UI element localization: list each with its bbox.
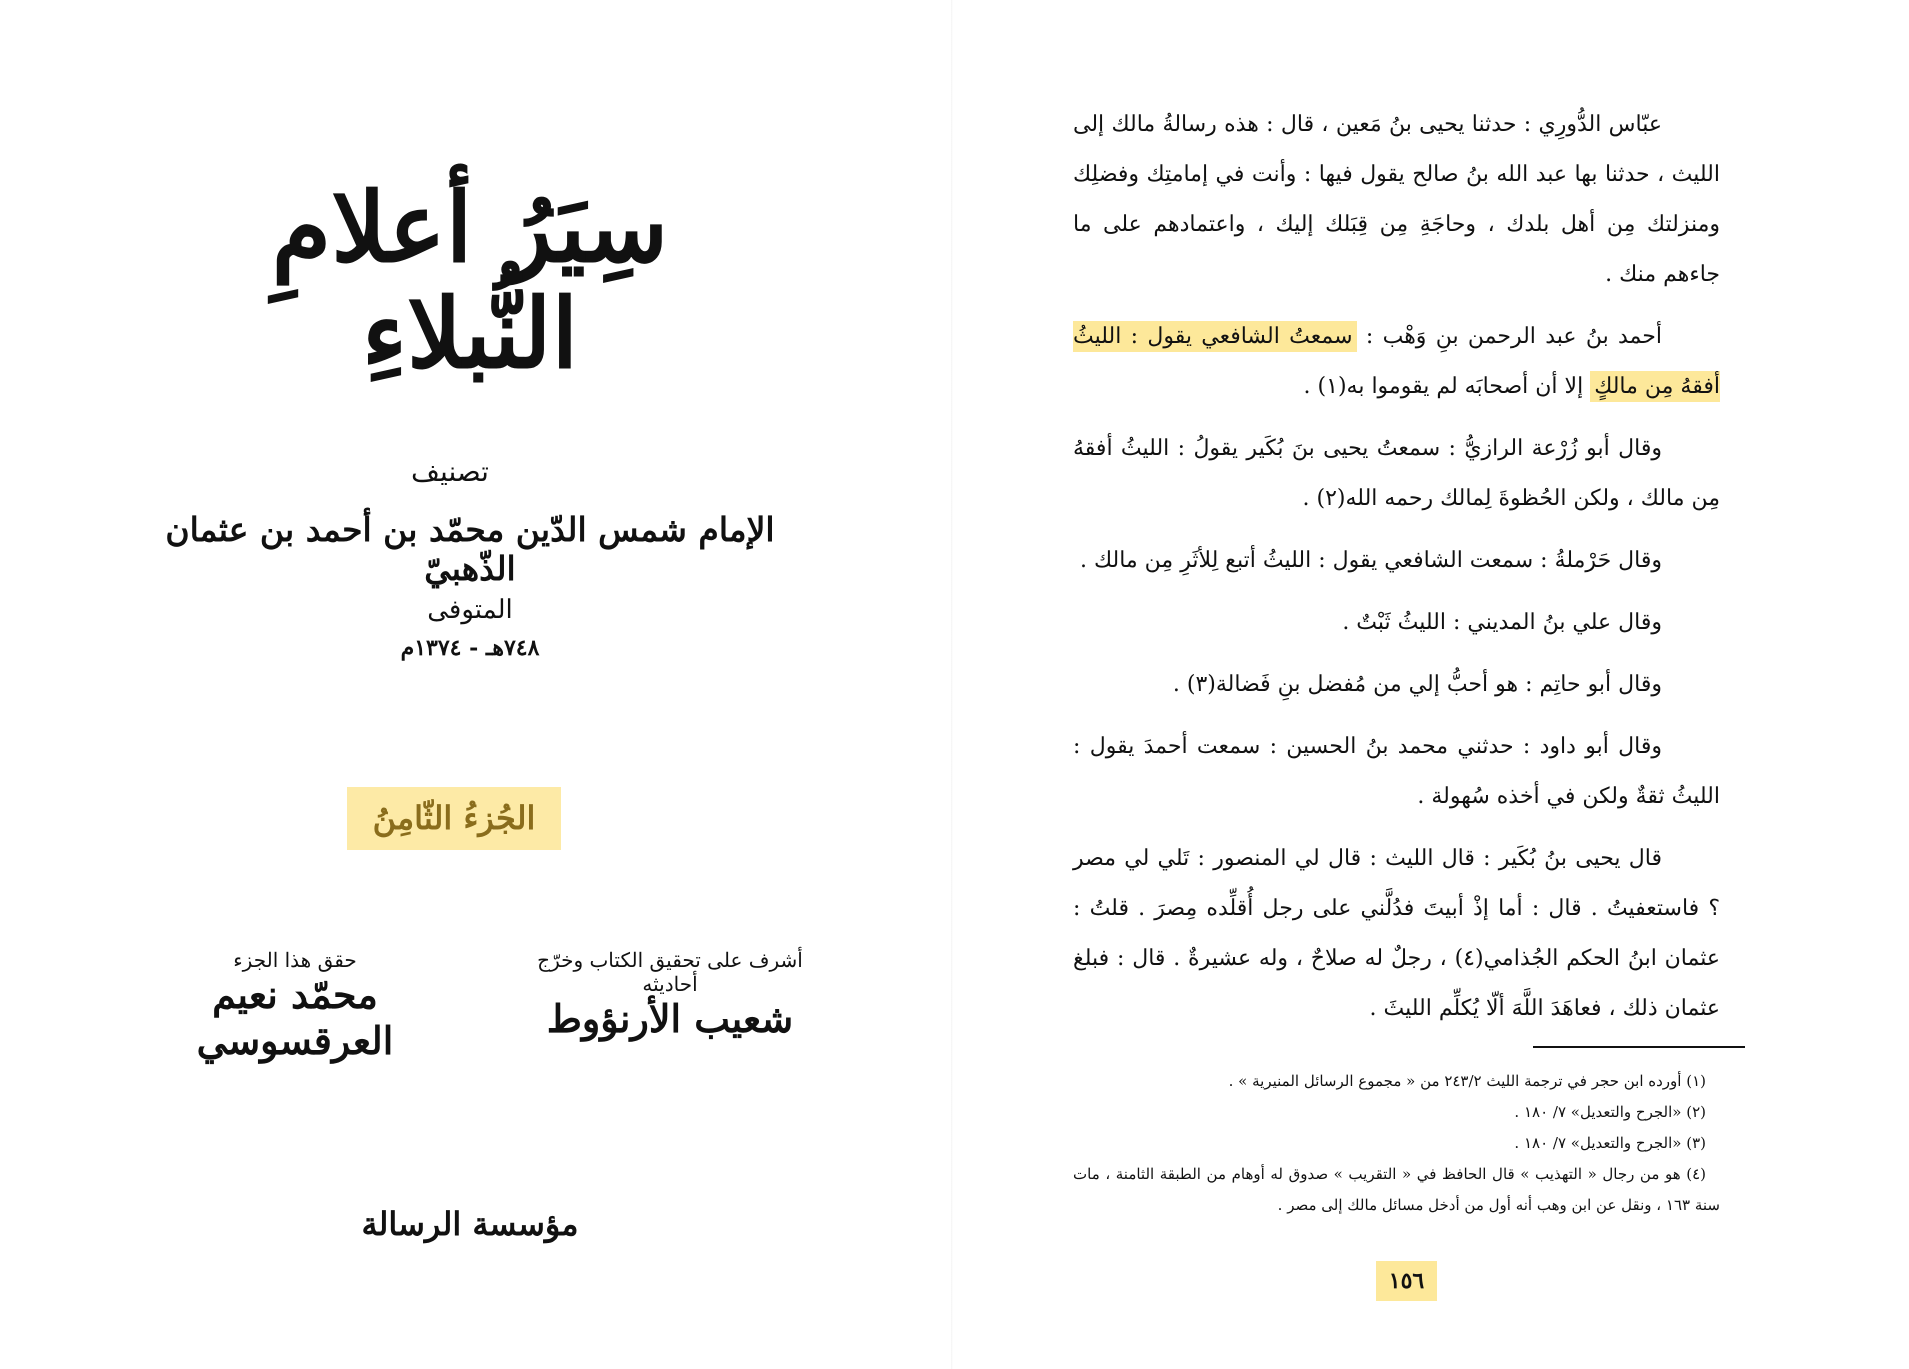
footnote: (١) أورده ابن حجر في ترجمة الليث ٢٤٣/٢ من « مجموع الرسائل المنيرية » . xyxy=(1228,1072,1706,1090)
paragraph: وقال أبو زُرْعة الرازيُّ : سمعتُ يحيى بنَ بُكَير يقولُ : الليثُ أفقهُ مِن مالك ، ولكن الحُظوةَ لِمالك رحمه الله(٢) . xyxy=(1073,436,1720,511)
paragraph-tail: إلا أن أصحابَه لم يقوموا به(١) . xyxy=(1303,374,1584,399)
publisher-name: مؤسسة الرسالة xyxy=(361,1205,579,1243)
supervisor-credit xyxy=(520,948,820,1042)
footnote-separator xyxy=(1533,1046,1745,1048)
paragraph-highlighted xyxy=(1073,312,1720,412)
paragraph: وقال علي بنُ المديني : الليثُ ثَبْتٌ . xyxy=(1342,610,1662,635)
highlighted-quote: سمعتُ الشافعي يقول : الليثُ أفقهُ مِن مالكٍ xyxy=(1073,321,1720,402)
paragraph: وقال حَرْملةُ : سمعت الشافعي يقول : الليثُ أتبع لِلأثَرِ مِن مالك . xyxy=(1079,548,1662,573)
page-number: ١٥٦ xyxy=(1376,1261,1437,1301)
footnote: (٢) «الجرح والتعديل» ٧/ ١٨٠ . xyxy=(1514,1103,1706,1121)
editor-label: حقق هذا الجزء xyxy=(233,948,357,972)
paragraph: وقال أبو داود : حدثني محمد بنُ الحسين : سمعت أحمدَ يقول : الليثُ ثقةٌ ولكن في أخذه سُهولة . xyxy=(1073,734,1720,809)
paragraph: عبّاس الدُّورِي : حدثنا يحيى بنُ مَعين ، قال : هذه رسالةُ مالك إلى الليث ، حدثنا بها عبد الله بنُ صالح يقول فيها : وأنت في إمامتِك وفضلِك ومنزلتك مِن أهل بلدك ، وحاجَةِ مِن قِبَلك إليك ، واعتمادهم على ما جاءهم منك . xyxy=(1073,112,1720,287)
paragraph: قال يحيى بنُ بُكَير : قال الليث : قال لي المنصور : تَلي لي مصر ؟ فاستعفيتُ . قال : أما إذْ أبيتَ فدُلَّني على رجل أُقلِّده مِصرَ . قلتُ : عثمان ابنُ الحكم الجُذامي(٤) ، رجلٌ له صلاحٌ ، وله عشيرةٌ . قال : فبلغ عثمان ذلك ، فعاهَدَ اللَّهَ ألّا يُكلِّم الليثَ . xyxy=(1073,846,1720,1021)
footnote: (٤) هو من رجال « التهذيب » قال الحافظ في « التقريب » صدوق له أوهام من الطبقة الثامنة ، مات سنة ١٦٣ ، ونقل عن ابن وهب أنه أول من أدخل مسائل مالك إلى مصر . xyxy=(1073,1165,1720,1214)
footnotes xyxy=(1073,1066,1720,1221)
paragraph: وقال أبو حاتِم : هو أحبُّ إلي من مُفضل بنِ فَضالة(٣) . xyxy=(1172,672,1662,697)
volume-label: الجُزءُ الثّامِنُ xyxy=(347,787,561,850)
book-title: سِيَرُ أعلامِ النُّبلاءِ xyxy=(271,171,669,390)
compiled-label: تصنيف xyxy=(411,455,489,488)
text-page xyxy=(955,0,1909,1369)
died-label: المتوفى xyxy=(427,595,513,625)
supervisor-name: شعيب الأرنؤوط xyxy=(546,996,794,1041)
editor-name: محمّد نعيم العرقسوسي xyxy=(196,972,394,1063)
died-dates: ٧٤٨هـ - ١٣٧٤م xyxy=(400,635,540,661)
body-text xyxy=(1073,100,1720,1046)
author-name: الإمام شمس الدّين محمّد بن أحمد بن عثمان الذّهبيّ xyxy=(165,510,775,588)
paragraph-lead: أحمد بنُ عبد الرحمن بنِ وَهْب : xyxy=(1365,324,1662,349)
page-gutter xyxy=(951,0,953,1369)
supervisor-label: أشرف على تحقيق الكتاب وخرّج أحاديثه xyxy=(537,948,803,996)
editor-credit xyxy=(150,948,440,1063)
footnote: (٣) «الجرح والتعديل» ٧/ ١٨٠ . xyxy=(1514,1134,1706,1152)
